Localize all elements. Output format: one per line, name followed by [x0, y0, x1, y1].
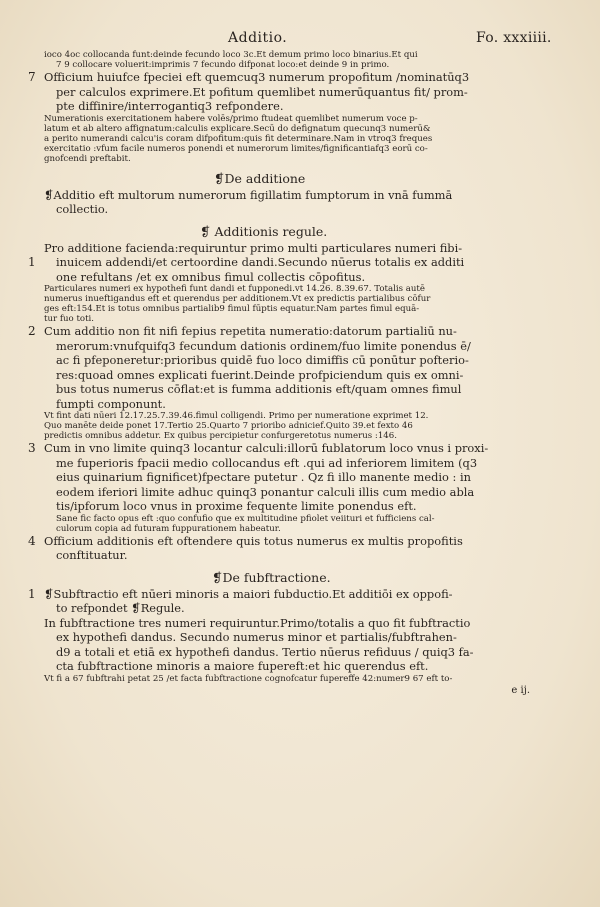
text-line	[44, 456, 572, 471]
line-text: numerus inueftigandus eft et querendus per additionem.Vt ex predictis partialibus cōfur	[44, 294, 431, 304]
line-text: exercitatio :vfum facile numeros ponendi et numerorum limites/fignificantiafq3 eorū co-	[44, 143, 428, 154]
text-line	[44, 339, 572, 354]
line-text: In fubftractione tres numeri requiruntur.Primo/totalis a quo fit fubftractio	[44, 615, 471, 630]
line-text: latum et ab altero affignatum:calculis explicare.Secū do defignatum quecunq3 numerū&	[44, 123, 431, 134]
text-line	[44, 294, 572, 304]
line-text: gnofcendi preftabit.	[44, 153, 131, 164]
text-line	[44, 431, 572, 441]
text-line	[44, 314, 572, 324]
line-text: Numerationis exercitationem habere volēs/primo ftudeat quemlibet numerum voce p-	[44, 113, 418, 124]
line-text: ❡De fubftractione.	[212, 569, 331, 585]
text-line	[44, 114, 572, 124]
line-text: fumpti componunt.	[56, 396, 166, 411]
line-text: conftituatur.	[56, 548, 128, 562]
text-line	[44, 514, 572, 524]
line-text: to refpondet ❡Regule.	[56, 601, 185, 615]
line-text: e ij.	[511, 684, 530, 696]
line-text: Pro additione facienda:requiruntur primo multi particulares numeri fibi-	[44, 240, 463, 255]
text-line	[44, 50, 572, 60]
rule-number: 1	[28, 586, 36, 601]
rule-number: 1	[28, 255, 36, 269]
line-text: one refultans /et ex omnibus fimul collectis cōpofitus.	[56, 269, 366, 284]
line-text: ❡ Additionis regule.	[200, 223, 328, 239]
rule-number: 7	[28, 70, 36, 84]
text-line	[44, 154, 572, 164]
text-line	[28, 324, 572, 339]
text-line	[28, 255, 572, 270]
folio-number: Fo. xxxiiii.	[476, 30, 552, 46]
text-line	[44, 411, 572, 421]
running-header	[0, 30, 600, 52]
line-text: Vt fint dati nūeri 12.17.25.7.39.46.fimul colligendi. Primo per numeratione exprimet 12.	[44, 411, 429, 421]
text-line	[44, 645, 572, 660]
line-text: Officium additionis eft oftendere quis totus numerus ex multis propofitis	[44, 533, 463, 548]
line-text: ac fi pfeponeretur:prioribus quidē fuo loco dimiffis cū ponūtur pofterio-	[56, 353, 469, 367]
line-text: ❡Additio eft multorum numerorum figillatim fumptorum in vnā fummā	[44, 187, 453, 202]
text-line	[44, 616, 572, 631]
text-line	[44, 188, 572, 203]
text-line	[44, 144, 572, 154]
text-line	[44, 241, 572, 256]
text-line	[44, 223, 572, 241]
text-line	[44, 601, 572, 616]
text-line	[44, 99, 572, 114]
text-line	[28, 533, 572, 549]
line-text: eodem iferiori limite adhuc quinq3 ponantur calculi illis cum medio abla	[56, 484, 475, 499]
text-line	[44, 124, 572, 134]
line-text: per calculos exprimere.Et pofitum quemlibet numerūquantus fit/ prom-	[56, 84, 468, 99]
rule-number: 4	[28, 533, 36, 548]
line-text: ❡De additione	[214, 170, 306, 186]
text-block	[28, 50, 572, 698]
text-line	[44, 368, 572, 383]
line-text: inuicem addendi/et certoordine dandi.Secundo nūerus totalis ex additi	[56, 255, 465, 269]
line-text: ges eft:154.Et is totus omnibus partialib9 fimul fūptis equatur.Nam partes fimul equā-	[44, 304, 420, 314]
text-line	[44, 270, 572, 285]
line-text: Sane fic facto opus eft :quo confufio que ex multitudine pfiolet veiituri et fufficiens cal-	[56, 513, 435, 524]
line-text: d9 a totali et etiā ex hypothefi dandus. Tertio nūerus refiduus / quiq3 fa-	[56, 644, 474, 659]
text-line	[28, 441, 572, 456]
text-line	[44, 684, 572, 698]
text-line	[44, 470, 572, 485]
text-line	[44, 569, 572, 587]
line-text: ex hypothefi dandus. Secundo numerus minor et partialis/fubftrahen-	[56, 630, 457, 644]
text-line	[44, 60, 572, 70]
line-text: 7 9 collocare voluerit:imprimis 7 fecundo difponat loco:et deinde 9 in primo.	[56, 60, 390, 70]
line-text: culorum copia ad futuram fuppurationem habeatur.	[56, 523, 281, 534]
text-line	[44, 170, 572, 188]
text-line	[44, 304, 572, 314]
text-line	[28, 586, 572, 602]
text-line	[44, 659, 572, 674]
text-line	[44, 524, 572, 534]
rule-number: 3	[28, 441, 36, 455]
text-line	[44, 397, 572, 412]
running-title: Additio.	[228, 30, 288, 46]
text-line	[44, 353, 572, 368]
text-line	[44, 674, 572, 684]
line-text: a perito numerandi calcu'is coram difpofitum:quis fit determinare.Nam in vtroq3 freques	[44, 133, 433, 144]
line-text: Quo manēte deide ponet 17.Tertio 25.Quarto 7 prioribo adnicief.Quito 39.et fexto 46	[44, 421, 413, 431]
text-line	[44, 485, 572, 500]
text-line	[44, 85, 572, 100]
line-text: Cum in vno limite quinq3 locantur calculi:illorū fublatorum loco vnus i proxi-	[44, 441, 489, 455]
line-text: pte diffinire/interrogantiq3 refpondere.	[56, 99, 284, 113]
line-text: cta fubftractione minoris a maiore fupereft:et hic querendus eft.	[56, 659, 429, 673]
line-text: eius quinarium fignificet)fpectare putetur . Qz fi illo manente medio : in	[56, 470, 471, 484]
line-text: res:quoad omnes explicati fuerint.Deinde profpiciendum quis ex omni-	[56, 367, 464, 382]
line-text: tis/ipforum loco vnus in proxime fequente limite ponendus eft.	[56, 499, 417, 513]
text-line	[28, 70, 572, 85]
text-line	[44, 134, 572, 144]
text-line	[44, 202, 572, 217]
line-text: Officium huiufce fpeciei eft quemcuq3 numerum propofitum /nominatūq3	[44, 70, 470, 84]
line-text: Cum additio non fit nifi fepius repetita numeratio:datorum partialiū nu-	[44, 324, 457, 338]
text-line	[44, 548, 572, 563]
rule-number: 2	[28, 324, 36, 338]
text-line	[44, 382, 572, 397]
line-text: predictis omnibus addetur. Ex quibus percipietur confurgeretotus numerus :146.	[44, 431, 397, 441]
line-text: Vt fi a 67 fubftrahi petat 25 /et facta fubftractione cognofcatur fupereffe 42:numer9 67 eft to-	[44, 673, 453, 684]
text-line	[44, 421, 572, 431]
line-text: Particulares numeri ex hypothefi funt dandi et fupponedi.vt 14.26. 8.39.67. Totalis autē	[44, 284, 425, 294]
line-text: me fuperioris fpacii medio collocandus eft .qui ad inferiorem limitem (q3	[56, 455, 478, 470]
text-line	[44, 284, 572, 294]
line-text: bus totus numerus cōflat:et is fumma additionis eft/quam omnes fimul	[56, 382, 462, 396]
line-text: collectio.	[56, 202, 109, 216]
line-text: ioco 4oc collocanda funt:deinde fecundo loco 3c.Et demum primo loco binarius.Et qui	[44, 50, 418, 60]
line-text: ❡Subftractio eft nūeri minoris a maiori fubductio.Et additiōi ex oppofi-	[44, 586, 453, 601]
line-text: tur fuo toti.	[44, 314, 95, 324]
line-text: merorum:vnufquifq3 fecundum dationis ordinem/fuo limite ponendus ē/	[56, 338, 471, 353]
text-line	[44, 630, 572, 645]
text-line	[44, 499, 572, 514]
